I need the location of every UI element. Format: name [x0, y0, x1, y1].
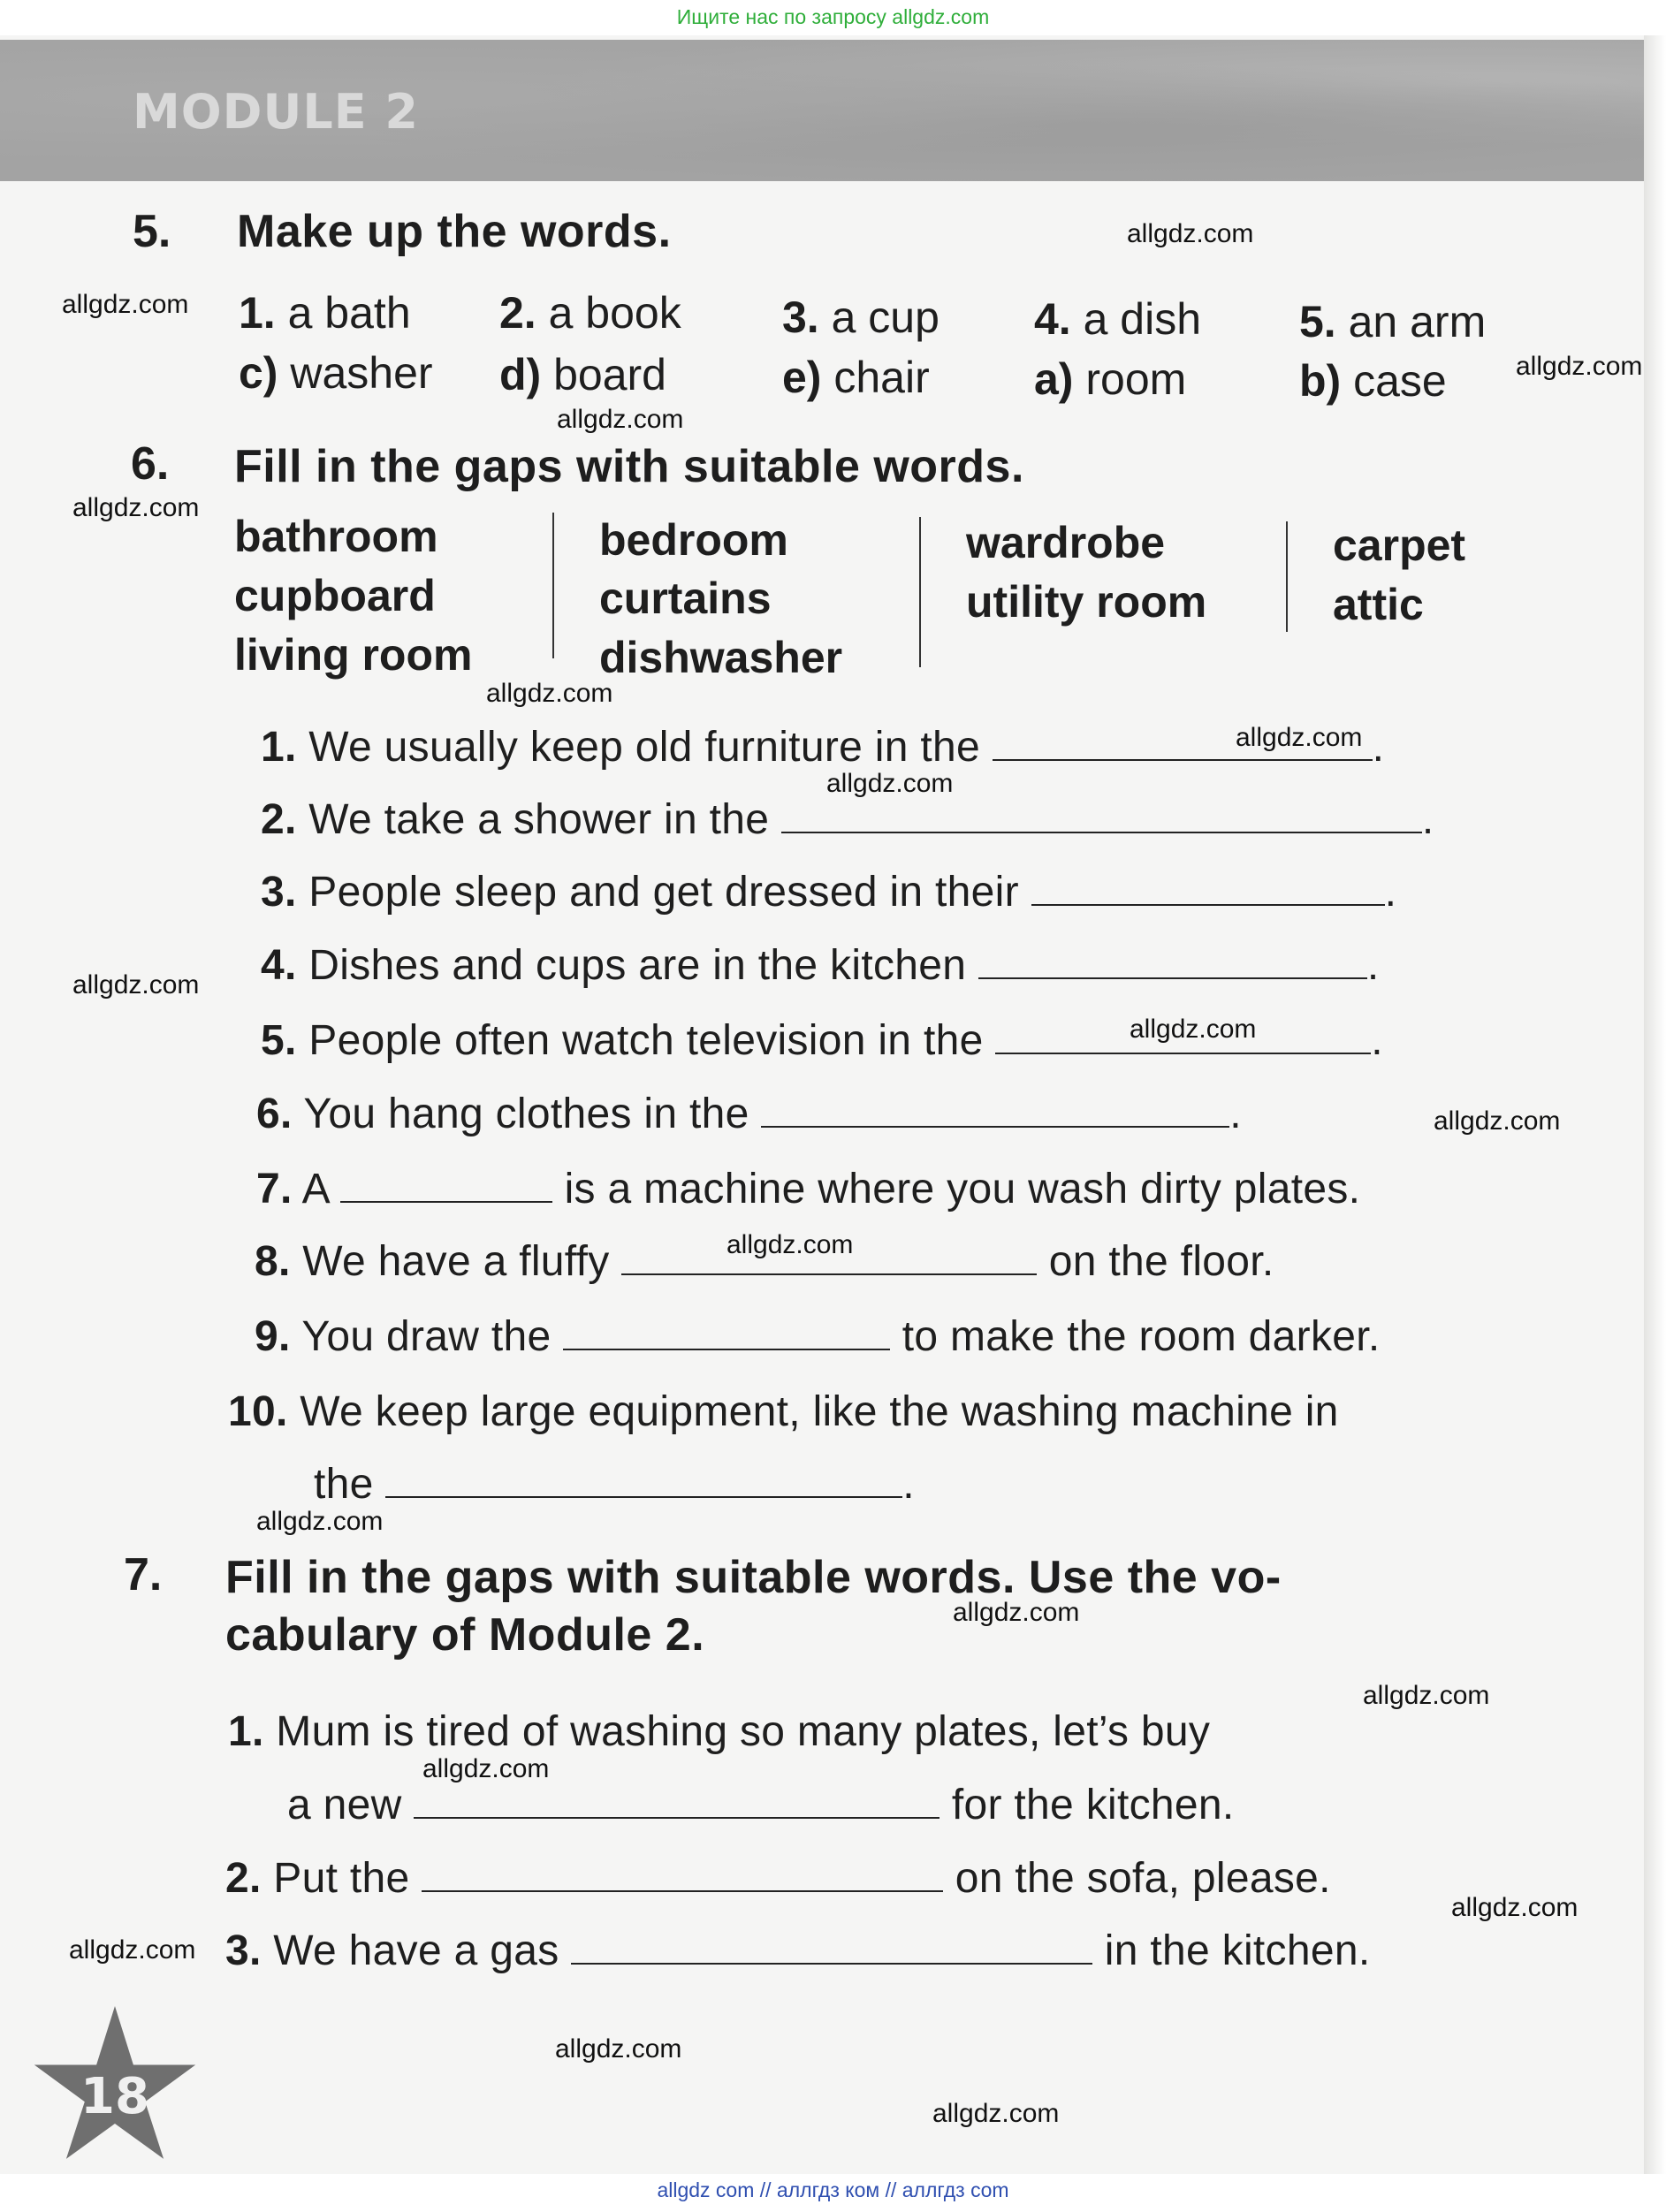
watermark: allgdz.com: [953, 1598, 1080, 1627]
ex5-title: Make up the words.: [237, 206, 672, 257]
ex6-sentence-5: 5. People often watch television in the .: [261, 1017, 1383, 1064]
ex5-item-2: 2. a book: [499, 288, 681, 338]
ex6-sentence-4: 4. Dishes and cups are in the kitchen .: [261, 942, 1380, 989]
watermark: allgdz.com: [256, 1507, 384, 1536]
top-promo-note: Ищите нас по запросу allgdz.com: [676, 5, 990, 28]
word-bank-carpet: carpet: [1333, 521, 1466, 570]
ex5-number: 5.: [133, 206, 171, 257]
ex5-option-c: c) washer: [239, 348, 433, 398]
word-bank-divider-2: [919, 517, 921, 667]
ex5-item-3: 3. a cup: [782, 293, 940, 342]
watermark: allgdz.com: [1236, 723, 1363, 752]
ex6-sentence-9: 9. You draw the to make the room darker.: [255, 1313, 1381, 1360]
ex7-number: 7.: [124, 1549, 163, 1600]
ex5-item-1: 1. a bath: [239, 288, 411, 338]
word-bank-attic: attic: [1333, 580, 1424, 629]
page-number: 18: [80, 2068, 149, 2125]
watermark: allgdz.com: [826, 769, 954, 798]
ex7-sentence-3: 3. We have a gas in the kitchen.: [225, 1927, 1371, 1974]
watermark: allgdz.com: [1516, 352, 1643, 381]
word-bank-bedroom: bedroom: [599, 515, 788, 565]
watermark: allgdz.com: [422, 1754, 550, 1783]
ex7-sentence-2: 2. Put the on the sofa, please.: [225, 1855, 1331, 1902]
watermark: allgdz.com: [72, 493, 200, 522]
ex6-sentence-6: 6. You hang clothes in the .: [256, 1091, 1242, 1137]
module-title: MODULE 2: [133, 84, 419, 140]
watermark: allgdz.com: [726, 1230, 854, 1259]
ex6-sentence-1: 1. We usually keep old furniture in the .: [261, 724, 1385, 771]
word-bank-divider-1: [552, 513, 554, 658]
ex5-option-d: d) board: [499, 350, 666, 399]
watermark: allgdz.com: [1127, 219, 1254, 248]
ex5-option-e: e) chair: [782, 353, 930, 402]
watermark: allgdz.com: [1130, 1015, 1257, 1044]
ex7-title-line2: cabulary of Module 2.: [225, 1609, 705, 1661]
ex5-option-a: a) room: [1034, 354, 1187, 404]
word-bank-divider-3: [1286, 521, 1288, 632]
watermark: allgdz.com: [486, 679, 613, 708]
watermark: allgdz.com: [1451, 1893, 1579, 1922]
ex6-sentence-3: 3. People sleep and get dressed in their .: [261, 869, 1397, 916]
word-bank-utility-room: utility room: [966, 577, 1207, 627]
module-banner: [0, 40, 1644, 181]
ex5-item-5: 5. an arm: [1299, 297, 1487, 346]
watermark: allgdz.com: [72, 970, 200, 1000]
ex6-sentence-2: 2. We take a shower in the .: [261, 796, 1434, 843]
ex7-title-line1: Fill in the gaps with suitable words. Use the vo-: [225, 1552, 1282, 1603]
word-bank-dishwasher: dishwasher: [599, 633, 843, 682]
ex6-sentence-8: 8. We have a fluffy on the floor.: [255, 1238, 1274, 1285]
watermark: allgdz.com: [69, 1935, 196, 1965]
page-edge-shadow: [1644, 35, 1666, 2174]
word-bank-cupboard: cupboard: [234, 571, 436, 620]
watermark: allgdz.com: [62, 290, 189, 319]
watermark: allgdz.com: [557, 405, 684, 434]
ex6-number: 6.: [131, 438, 170, 490]
bottom-promo-note: allgdz com // аллгдз ком // аллгдз com: [657, 2178, 1009, 2201]
ex6-sentence-7: 7. A is a machine where you wash dirty plates.: [256, 1166, 1361, 1212]
ex7-sentence-1-line2: a new for the kitchen.: [287, 1782, 1235, 1828]
word-bank-bathroom: bathroom: [234, 512, 438, 561]
word-bank-living-room: living room: [234, 630, 473, 680]
ex6-sentence-10: 10. We keep large equipment, like the washing machine in: [228, 1388, 1339, 1435]
watermark: allgdz.com: [1363, 1681, 1490, 1710]
word-bank-wardrobe: wardrobe: [966, 518, 1166, 567]
ex5-item-4: 4. a dish: [1034, 294, 1202, 344]
watermark: allgdz.com: [1434, 1106, 1561, 1136]
word-bank-curtains: curtains: [599, 574, 772, 623]
ex6-sentence-10-line2: the .: [314, 1461, 915, 1508]
ex6-title: Fill in the gaps with suitable words.: [234, 441, 1024, 492]
watermark: allgdz.com: [555, 2034, 682, 2064]
ex5-option-b: b) case: [1299, 356, 1447, 406]
watermark: allgdz.com: [932, 2099, 1060, 2128]
ex7-sentence-1: 1. Mum is tired of washing so many plates, let’s buy: [228, 1708, 1211, 1755]
